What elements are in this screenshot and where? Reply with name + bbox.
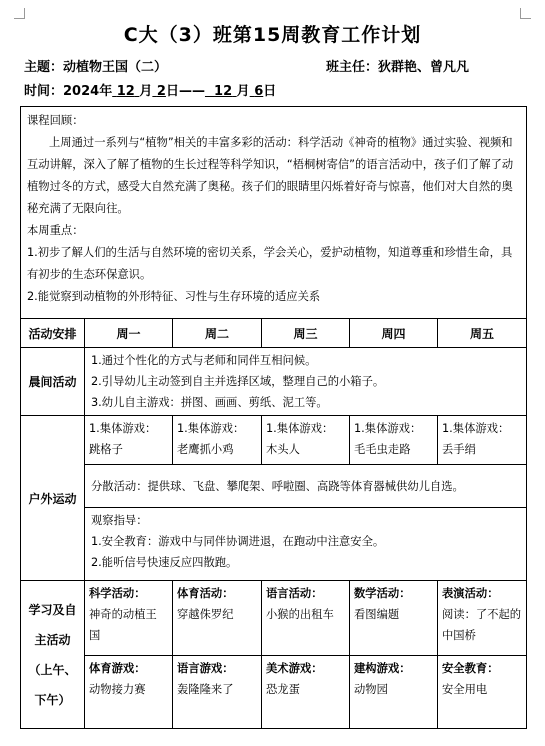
- outdoor-game-thu: [350, 416, 438, 465]
- outdoor-game-title: 1.集体游戏：: [266, 422, 334, 435]
- outdoor-games-row: [21, 416, 527, 465]
- time-day-end-value: 6: [254, 84, 264, 99]
- study-cell-mon-1: [85, 581, 173, 656]
- morning-label: 晨间活动: [21, 348, 85, 416]
- study-subject: 体育活动：: [177, 587, 234, 600]
- guide-heading: 观察指导：: [91, 514, 148, 527]
- study-content: 恐龙蛋: [266, 683, 300, 696]
- review-cell: [21, 107, 527, 319]
- study-content: 穿越侏罗纪: [177, 608, 234, 621]
- guide-item-1: 1.安全教育：游戏中与同伴协调进退，在跑动中注意安全。: [91, 535, 385, 548]
- morning-item-1: 1.通过个性化的方式与老师和同伴互相问候。: [91, 354, 317, 367]
- time-day-start-value: 2: [156, 84, 166, 99]
- review-heading: 课程回顾：: [27, 114, 84, 127]
- header-activity: 活动安排: [21, 319, 85, 348]
- header-day-thu: 周四: [350, 319, 438, 348]
- teacher-label: 班主任：: [326, 60, 379, 75]
- review-body: 上周通过一系列与“植物”相关的丰富多彩的活动：科学活动《神奇的植物》通过实验、视频和互动讲解，深入了解了植物的生长过程等科学知识，“梧桐树寄信”的语言活动中，孩子们了解了动植物过冬的方式，感受大自然充满了奥秘。孩子们的眼睛里闪烁着好奇与惊喜，他们对大自然的奥秘充满了无限向往。: [27, 136, 514, 215]
- outdoor-game-fri: [438, 416, 527, 465]
- study-subject: 语言游戏：: [177, 662, 234, 675]
- outdoor-game-title: 1.集体游戏：: [442, 422, 510, 435]
- teacher-value: 狄群艳、曾凡凡: [378, 60, 470, 75]
- morning-row: [21, 348, 527, 416]
- study-subject: 建构游戏：: [354, 662, 411, 675]
- time-month-unit: 月: [139, 84, 153, 99]
- study-subject: 语言活动：: [266, 587, 323, 600]
- outdoor-scatter: 分散活动：提供球、飞盘、攀爬架、呼啦圈、高跷等体育器械供幼儿自选。: [85, 465, 527, 508]
- time-year: 2024年: [63, 84, 113, 99]
- study-subject: 表演活动：: [442, 587, 499, 600]
- study-subject: 科学活动：: [89, 587, 146, 600]
- guide-item-2: 2.能听信号快速反应四散跑。: [91, 556, 238, 569]
- outdoor-game-name: 丢手绢: [442, 443, 476, 456]
- time-month-end-value: 12: [214, 84, 233, 99]
- morning-content: [85, 348, 527, 416]
- study-label-line-1: 学习及自: [28, 602, 77, 617]
- study-label-line-4: 下午）: [34, 692, 71, 707]
- header-row: [21, 319, 527, 348]
- outdoor-game-name: 毛毛虫走路: [354, 443, 411, 456]
- time-month-start-value: 12: [116, 84, 135, 99]
- outdoor-game-title: 1.集体游戏：: [354, 422, 422, 435]
- outdoor-game-name: 跳格子: [89, 443, 123, 456]
- study-content: 看图编题: [354, 608, 400, 621]
- focus-item-2: 2.能觉察到动植物的外形特征、习性与生存环境的适应关系: [27, 290, 321, 303]
- time-month-unit-2: 月: [236, 84, 250, 99]
- time-month-end: [205, 84, 237, 99]
- study-content: 轰隆隆来了: [177, 683, 234, 696]
- study-row-2: [21, 656, 527, 729]
- outdoor-guide-row: [21, 508, 527, 581]
- review-row: [21, 107, 527, 319]
- teacher-line: [326, 56, 469, 75]
- header-day-mon: 周一: [85, 319, 173, 348]
- time-line: [24, 80, 276, 99]
- study-content: 神奇的动植王国: [89, 608, 157, 642]
- study-cell-fri-1: [438, 581, 527, 656]
- study-cell-mon-2: [85, 656, 173, 729]
- study-content: 小猴的出租车: [266, 608, 334, 621]
- time-day-unit-2: 日: [263, 84, 277, 99]
- outdoor-game-name: 老鹰抓小鸡: [177, 443, 234, 456]
- time-month-start: [112, 84, 139, 99]
- plan-table: [20, 106, 527, 729]
- study-content: 动物接力赛: [89, 683, 146, 696]
- outdoor-game-mon: [85, 416, 173, 465]
- header-day-tue: 周二: [173, 319, 262, 348]
- study-content: 安全用电: [442, 683, 488, 696]
- page-title: C大（3）班第15周教育工作计划: [123, 24, 422, 46]
- theme-line: [24, 56, 167, 75]
- theme-label: 主题：: [24, 60, 64, 75]
- outdoor-game-tue: [173, 416, 262, 465]
- study-cell-tue-2: [173, 656, 262, 729]
- morning-item-3: 3.幼儿自主游戏：拼图、画画、剪纸、泥工等。: [91, 396, 328, 409]
- study-label-line-3: （上午、: [28, 662, 77, 677]
- outdoor-scatter-row: [21, 465, 527, 508]
- outdoor-guide: [85, 508, 527, 581]
- study-subject: 安全教育：: [442, 662, 499, 675]
- outdoor-game-wed: [262, 416, 350, 465]
- study-content: 动物园: [354, 683, 388, 696]
- focus-item-1: 1.初步了解人们的生活与自然环境的密切关系，学会关心，爱护动植物，知道尊重和珍惜生命，具有初步的生态环保意识。: [27, 246, 513, 281]
- study-subject: 美术游戏：: [266, 662, 323, 675]
- study-row-1: [21, 581, 527, 656]
- study-cell-thu-1: [350, 581, 438, 656]
- header-day-fri: 周五: [438, 319, 527, 348]
- header-day-wed: 周三: [262, 319, 350, 348]
- time-day-end: [250, 84, 264, 99]
- time-separator: ——: [178, 84, 205, 99]
- morning-item-2: 2.引导幼儿主动签到自主并选择区域，整理自己的小箱子。: [91, 375, 385, 388]
- study-cell-wed-1: [262, 581, 350, 656]
- study-content: 阅读：了不起的中国桥: [442, 608, 522, 642]
- time-day-start: [152, 84, 166, 99]
- margin-mark-right: [520, 8, 531, 19]
- study-cell-wed-2: [262, 656, 350, 729]
- study-cell-thu-2: [350, 656, 438, 729]
- time-label: 时间：: [24, 84, 64, 99]
- study-label: [21, 581, 85, 729]
- study-cell-fri-2: [438, 656, 527, 729]
- outdoor-game-title: 1.集体游戏：: [177, 422, 245, 435]
- outdoor-label: 户外运动: [21, 416, 85, 581]
- theme-value: 动植物王国（二）: [63, 60, 168, 75]
- study-cell-tue-1: [173, 581, 262, 656]
- study-subject: 体育游戏：: [89, 662, 146, 675]
- focus-heading: 本周重点：: [27, 224, 84, 237]
- outdoor-game-title: 1.集体游戏：: [89, 422, 157, 435]
- time-day-unit: 日: [165, 84, 179, 99]
- outdoor-game-name: 木头人: [266, 443, 300, 456]
- study-subject: 数学活动：: [354, 587, 411, 600]
- margin-mark-left: [14, 8, 25, 19]
- study-label-line-2: 主活动: [34, 632, 71, 647]
